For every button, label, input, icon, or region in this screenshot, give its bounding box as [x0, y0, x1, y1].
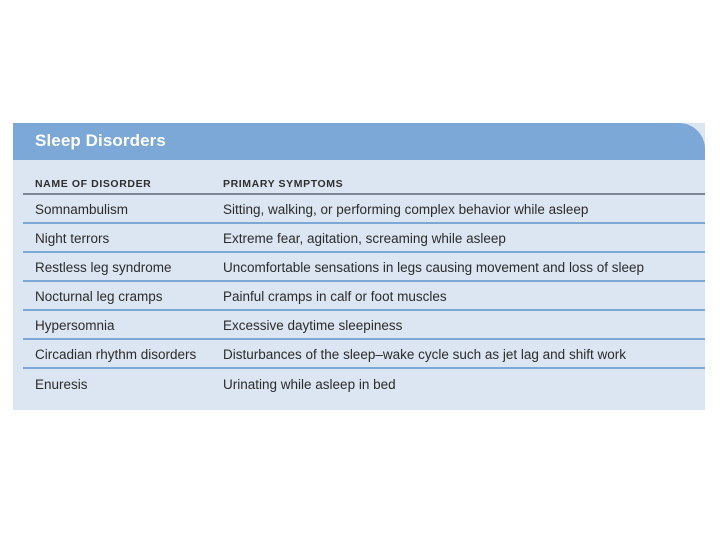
disorder-name: Circadian rhythm disorders — [35, 347, 197, 362]
disorder-name: Night terrors — [35, 231, 110, 246]
column-header-symptoms: PRIMARY SYMPTOMS — [223, 178, 344, 190]
table-header-row — [13, 160, 705, 193]
table-row — [13, 195, 705, 224]
sleep-disorders-table — [13, 123, 705, 410]
disorder-symptoms: Excessive daytime sleepiness — [223, 318, 403, 333]
table-row — [13, 370, 705, 399]
column-header-name: NAME OF DISORDER — [35, 178, 152, 190]
table-row — [13, 340, 705, 369]
table-row — [13, 253, 705, 282]
disorder-name: Enuresis — [35, 377, 88, 392]
disorder-symptoms: Uncomfortable sensations in legs causing movement and loss of sleep — [223, 260, 644, 275]
disorder-name: Hypersomnia — [35, 318, 115, 333]
disorder-name: Nocturnal leg cramps — [35, 289, 163, 304]
disorder-name: Somnambulism — [35, 202, 129, 217]
disorder-name: Restless leg syndrome — [35, 260, 172, 275]
disorder-symptoms: Sitting, walking, or performing complex behavior while asleep — [223, 202, 589, 217]
disorder-symptoms: Disturbances of the sleep–wake cycle such as jet lag and shift work — [223, 347, 626, 362]
table-row — [13, 224, 705, 253]
table-row — [13, 282, 705, 311]
table-title: Sleep Disorders — [35, 131, 166, 150]
table-row — [13, 311, 705, 340]
row-divider — [23, 367, 705, 369]
disorder-symptoms: Extreme fear, agitation, screaming while asleep — [223, 231, 506, 246]
table-title-bar — [13, 123, 705, 160]
disorder-symptoms: Urinating while asleep in bed — [223, 377, 396, 392]
disorder-symptoms: Painful cramps in calf or foot muscles — [223, 289, 447, 304]
